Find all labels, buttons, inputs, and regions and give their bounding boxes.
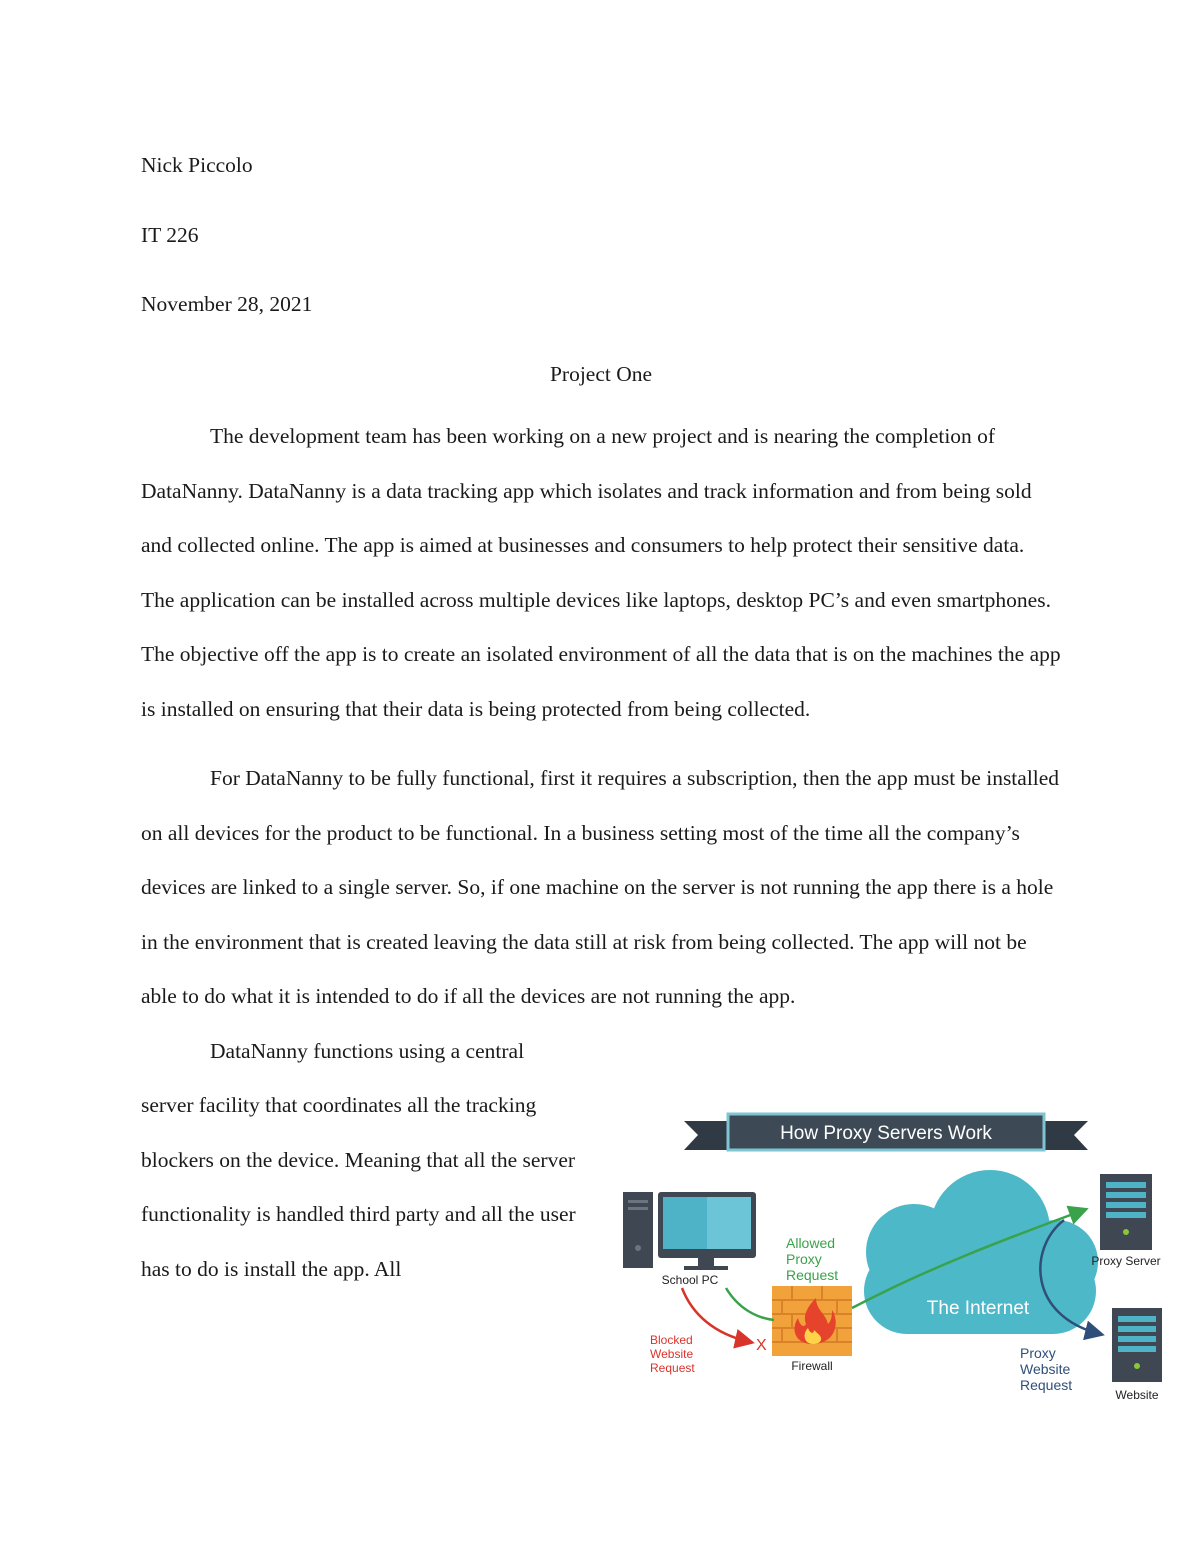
firewall-label: Firewall	[791, 1359, 833, 1373]
course-code: IT 226	[141, 222, 199, 247]
proxy-request-label-line1: Proxy	[1020, 1345, 1056, 1361]
website-server-icon	[1112, 1308, 1162, 1382]
firewall-icon	[772, 1286, 852, 1356]
proxy-server-label: Proxy Server	[1091, 1254, 1161, 1268]
allowed-label-line2: Proxy	[786, 1251, 822, 1267]
school-pc-label: School PC	[661, 1273, 719, 1287]
allowed-label-line1: Allowed	[786, 1235, 836, 1251]
proxy-request-label-line3: Request	[1020, 1377, 1073, 1393]
blocked-label-line3: Request	[650, 1361, 695, 1375]
blocked-label-line2: Website	[650, 1347, 694, 1361]
internet-label: The Internet	[926, 1298, 1030, 1319]
document-date: November 28, 2021	[141, 292, 313, 316]
proxy-diagram	[618, 1108, 1166, 1408]
proxy-request-label-line2: Website	[1020, 1361, 1071, 1377]
proxy-diagram-svg	[618, 1108, 1166, 1408]
author-name: Nick Piccolo	[141, 153, 253, 177]
blocked-x-mark: X	[756, 1337, 767, 1354]
allowed-request-arrow	[726, 1288, 774, 1320]
document-title: Project One	[549, 361, 653, 386]
blocked-label-line1: Blocked	[650, 1333, 693, 1347]
paragraph-intro: The development team has been working on a new project and is nearing the completion of DataNanny. DataNanny is a data tracking app which isolates and track information and from being sold and collected online. The app is aimed at businesses and consumers to help protect their sensitive data. The application can be installed across multiple devices like laptops, desktop PC’s and even smartphones. The objective off the app is to create an isolated environment of all the data that is on the machines the app is installed on ensuring that their data is being protected from being collected.	[141, 424, 1061, 721]
school-pc-icon	[623, 1192, 756, 1270]
paragraph-functions: DataNanny functions using a central server facility that coordinates all the tracking blockers on the device. Meaning that all the server functionality is handled third party and all the user has to do is install the app. All	[141, 1038, 576, 1281]
allowed-label-line3: Request	[786, 1267, 839, 1283]
proxy-server-icon	[1100, 1174, 1152, 1250]
banner-title: How Proxy Servers Work	[780, 1123, 992, 1144]
website-label: Website	[1115, 1388, 1159, 1402]
paragraph-requirements: For DataNanny to be fully functional, first it requires a subscription, then the app must be installed on all devices for the product to be functional. In a business setting most of the time all the company’s devices are linked to a single server. So, if one machine on the server is not running the app there is a hole in the environment that is created leaving the data still at risk from being collected. The app will not be able to do what it is intended to do if all the devices are not running the app.	[141, 766, 1060, 1008]
